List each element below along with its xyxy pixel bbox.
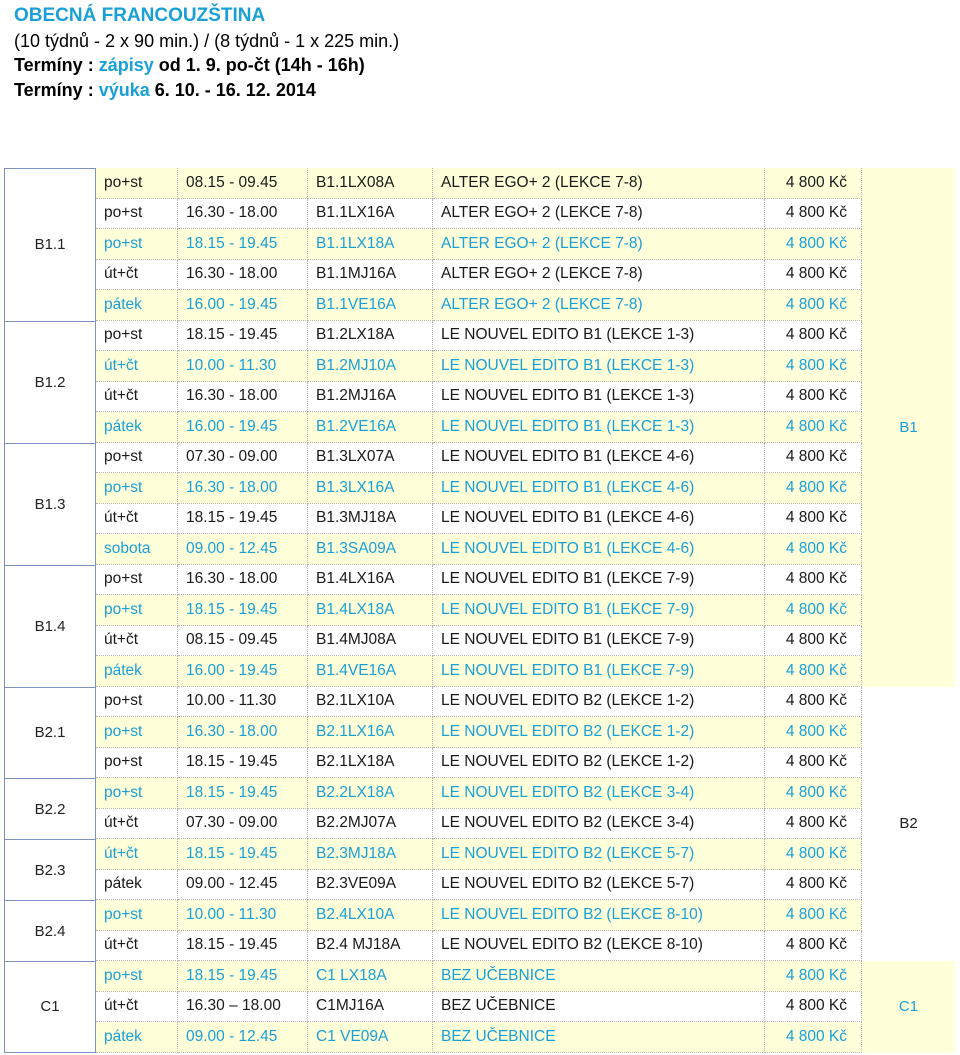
course-code-cell: B1.4VE16A <box>308 656 433 687</box>
enrollment-terms-dates: od 1. 9. po-čt (14h - 16h) <box>153 55 365 75</box>
course-name-cell: LE NOUVEL EDITO B1 (LEKCE 7-9) <box>433 656 765 687</box>
course-code-cell: B2.1LX18A <box>308 748 433 779</box>
course-name-cell: ALTER EGO+ 2 (LEKCE 7-8) <box>433 199 765 230</box>
table-row <box>96 321 862 352</box>
course-name-cell: LE NOUVEL EDITO B2 (LEKCE 8-10) <box>433 900 765 931</box>
price-cell: 4 800 Kč <box>765 900 862 931</box>
teaching-terms <box>14 78 399 103</box>
course-name-cell: LE NOUVEL EDITO B2 (LEKCE 8-10) <box>433 931 765 962</box>
course-code-cell: B1.2MJ10A <box>308 351 433 382</box>
course-name-cell: LE NOUVEL EDITO B1 (LEKCE 1-3) <box>433 382 765 413</box>
day-cell: po+st <box>96 687 178 718</box>
group-cell <box>862 961 955 1053</box>
course-code-cell: B1.3MJ18A <box>308 504 433 535</box>
enrollment-keyword: zápisy <box>98 55 154 75</box>
course-name-cell: LE NOUVEL EDITO B2 (LEKCE 1-2) <box>433 687 765 718</box>
table-row <box>96 748 862 779</box>
table-row <box>96 961 862 992</box>
course-code-cell: B1.3LX16A <box>308 473 433 504</box>
level-cell: B2.1 <box>4 687 96 779</box>
time-cell: 09.00 - 12.45 <box>178 1022 308 1053</box>
course-name-cell: LE NOUVEL EDITO B2 (LEKCE 3-4) <box>433 809 765 840</box>
day-cell: út+čt <box>96 351 178 382</box>
table-row <box>96 931 862 962</box>
course-name-cell: LE NOUVEL EDITO B1 (LEKCE 4-6) <box>433 443 765 474</box>
course-code-cell: B1.1VE16A <box>308 290 433 321</box>
price-cell: 4 800 Kč <box>765 260 862 291</box>
table-row <box>96 260 862 291</box>
time-cell: 16.30 – 18.00 <box>178 992 308 1023</box>
time-cell: 18.15 - 19.45 <box>178 229 308 260</box>
group-cell <box>862 168 955 687</box>
table-row <box>96 168 862 199</box>
price-cell: 4 800 Kč <box>765 595 862 626</box>
day-cell: út+čt <box>96 382 178 413</box>
day-cell: po+st <box>96 778 178 809</box>
price-cell: 4 800 Kč <box>765 870 862 901</box>
price-cell: 4 800 Kč <box>765 473 862 504</box>
time-cell: 18.15 - 19.45 <box>178 748 308 779</box>
course-name-cell: LE NOUVEL EDITO B2 (LEKCE 3-4) <box>433 778 765 809</box>
course-name-cell: ALTER EGO+ 2 (LEKCE 7-8) <box>433 290 765 321</box>
price-cell: 4 800 Kč <box>765 717 862 748</box>
table-row <box>96 534 862 565</box>
time-cell: 08.15 - 09.45 <box>178 168 308 199</box>
day-cell: po+st <box>96 595 178 626</box>
course-name-cell: ALTER EGO+ 2 (LEKCE 7-8) <box>433 260 765 291</box>
price-cell: 4 800 Kč <box>765 1022 862 1053</box>
price-cell: 4 800 Kč <box>765 839 862 870</box>
table-row <box>96 504 862 535</box>
time-cell: 16.30 - 18.00 <box>178 199 308 230</box>
enrollment-terms-label: Termíny : <box>14 55 99 75</box>
price-cell: 4 800 Kč <box>765 229 862 260</box>
table-row <box>96 778 862 809</box>
time-cell: 16.30 - 18.00 <box>178 565 308 596</box>
course-name-cell: LE NOUVEL EDITO B1 (LEKCE 4-6) <box>433 473 765 504</box>
day-cell: pátek <box>96 656 178 687</box>
table-row <box>96 1022 862 1053</box>
price-cell: 4 800 Kč <box>765 931 862 962</box>
level-cell: B2.2 <box>4 778 96 839</box>
table-row <box>96 992 862 1023</box>
table-row <box>96 290 862 321</box>
price-cell: 4 800 Kč <box>765 351 862 382</box>
enrollment-terms <box>14 53 399 78</box>
time-cell: 10.00 - 11.30 <box>178 687 308 718</box>
price-cell: 4 800 Kč <box>765 565 862 596</box>
price-cell: 4 800 Kč <box>765 504 862 535</box>
table-row <box>96 839 862 870</box>
table-row <box>96 473 862 504</box>
table-row <box>96 351 862 382</box>
time-cell: 18.15 - 19.45 <box>178 931 308 962</box>
course-name-cell: LE NOUVEL EDITO B1 (LEKCE 4-6) <box>433 504 765 535</box>
day-cell: po+st <box>96 565 178 596</box>
time-cell: 16.00 - 19.45 <box>178 656 308 687</box>
course-code-cell: B2.1LX10A <box>308 687 433 718</box>
course-name-cell: LE NOUVEL EDITO B1 (LEKCE 1-3) <box>433 321 765 352</box>
level-cell: C1 <box>4 961 96 1053</box>
day-cell: po+st <box>96 168 178 199</box>
time-cell: 16.30 - 18.00 <box>178 260 308 291</box>
time-cell: 07.30 - 09.00 <box>178 809 308 840</box>
course-code-cell: B1.4MJ08A <box>308 626 433 657</box>
price-cell: 4 800 Kč <box>765 626 862 657</box>
level-cell: B1.1 <box>4 168 96 321</box>
price-cell: 4 800 Kč <box>765 534 862 565</box>
table-row <box>96 870 862 901</box>
teaching-terms-dates: 6. 10. - 16. 12. 2014 <box>149 79 316 100</box>
level-cell: B2.3 <box>4 839 96 900</box>
course-name-cell: ALTER EGO+ 2 (LEKCE 7-8) <box>433 229 765 260</box>
time-cell: 18.15 - 19.45 <box>178 778 308 809</box>
time-cell: 16.30 - 18.00 <box>178 717 308 748</box>
level-cell: B2.4 <box>4 900 96 961</box>
time-cell: 18.15 - 19.45 <box>178 321 308 352</box>
time-cell: 07.30 - 09.00 <box>178 443 308 474</box>
course-name-cell: ALTER EGO+ 2 (LEKCE 7-8) <box>433 168 765 199</box>
course-code-cell: C1 VE09A <box>308 1022 433 1053</box>
day-cell: po+st <box>96 717 178 748</box>
time-cell: 10.00 - 11.30 <box>178 900 308 931</box>
course-name-cell: BEZ UČEBNICE <box>433 961 765 992</box>
page-header <box>14 4 399 102</box>
time-cell: 09.00 - 12.45 <box>178 870 308 901</box>
course-code-cell: C1MJ16A <box>308 992 433 1023</box>
course-name-cell: LE NOUVEL EDITO B1 (LEKCE 7-9) <box>433 565 765 596</box>
course-code-cell: B2.4LX10A <box>308 900 433 931</box>
table-row <box>96 565 862 596</box>
time-cell: 10.00 - 11.30 <box>178 351 308 382</box>
table-row <box>96 900 862 931</box>
price-cell: 4 800 Kč <box>765 992 862 1023</box>
course-code-cell: B1.4LX16A <box>308 565 433 596</box>
level-cell: B1.2 <box>4 321 96 443</box>
table-row <box>96 809 862 840</box>
time-cell: 18.15 - 19.45 <box>178 595 308 626</box>
day-cell: sobota <box>96 534 178 565</box>
table-row <box>96 199 862 230</box>
course-code-cell: C1 LX18A <box>308 961 433 992</box>
price-cell: 4 800 Kč <box>765 748 862 779</box>
table-row <box>96 382 862 413</box>
day-cell: út+čt <box>96 992 178 1023</box>
day-cell: po+st <box>96 229 178 260</box>
time-cell: 09.00 - 12.45 <box>178 534 308 565</box>
day-cell: pátek <box>96 870 178 901</box>
course-code-cell: B2.3VE09A <box>308 870 433 901</box>
course-code-cell: B1.1LX18A <box>308 229 433 260</box>
price-cell: 4 800 Kč <box>765 778 862 809</box>
time-cell: 18.15 - 19.45 <box>178 961 308 992</box>
course-duration: (10 týdnů - 2 x 90 min.) / (8 týdnů - 1 x 225 min.) <box>14 30 400 51</box>
time-cell: 16.00 - 19.45 <box>178 290 308 321</box>
table-row <box>96 687 862 718</box>
price-cell: 4 800 Kč <box>765 687 862 718</box>
course-name-cell: LE NOUVEL EDITO B2 (LEKCE 1-2) <box>433 717 765 748</box>
teaching-terms-label: Termíny : <box>14 79 99 100</box>
day-cell: út+čt <box>96 260 178 291</box>
price-cell: 4 800 Kč <box>765 290 862 321</box>
day-cell: po+st <box>96 900 178 931</box>
day-cell: po+st <box>96 961 178 992</box>
table-row <box>96 656 862 687</box>
time-cell: 18.15 - 19.45 <box>178 839 308 870</box>
course-code-cell: B1.2LX18A <box>308 321 433 352</box>
course-name-cell: BEZ UČEBNICE <box>433 992 765 1023</box>
table-row <box>96 229 862 260</box>
table-row <box>96 412 862 443</box>
schedule-table <box>4 168 955 1054</box>
price-cell: 4 800 Kč <box>765 321 862 352</box>
course-name-cell: BEZ UČEBNICE <box>433 1022 765 1053</box>
course-code-cell: B2.2MJ07A <box>308 809 433 840</box>
price-cell: 4 800 Kč <box>765 656 862 687</box>
day-cell: pátek <box>96 290 178 321</box>
day-cell: po+st <box>96 748 178 779</box>
table-row <box>96 717 862 748</box>
course-code-cell: B1.3LX07A <box>308 443 433 474</box>
time-cell: 16.00 - 19.45 <box>178 412 308 443</box>
day-cell: po+st <box>96 473 178 504</box>
day-cell: pátek <box>96 412 178 443</box>
group-label: B2 <box>899 815 918 833</box>
course-name-cell: LE NOUVEL EDITO B1 (LEKCE 4-6) <box>433 534 765 565</box>
time-cell: 16.30 - 18.00 <box>178 473 308 504</box>
group-cell <box>862 687 955 962</box>
time-cell: 16.30 - 18.00 <box>178 382 308 413</box>
day-cell: út+čt <box>96 839 178 870</box>
teaching-keyword: výuka <box>98 79 150 100</box>
table-row <box>96 626 862 657</box>
course-name-cell: LE NOUVEL EDITO B2 (LEKCE 5-7) <box>433 870 765 901</box>
day-cell: út+čt <box>96 809 178 840</box>
course-code-cell: B1.3SA09A <box>308 534 433 565</box>
course-code-cell: B1.1LX08A <box>308 168 433 199</box>
group-label: C1 <box>898 998 919 1016</box>
level-cell: B1.4 <box>4 565 96 687</box>
course-code-cell: B2.1LX16A <box>308 717 433 748</box>
day-cell: po+st <box>96 321 178 352</box>
price-cell: 4 800 Kč <box>765 443 862 474</box>
course-code-cell: B1.2VE16A <box>308 412 433 443</box>
day-cell: út+čt <box>96 931 178 962</box>
day-cell: pátek <box>96 1022 178 1053</box>
time-cell: 18.15 - 19.45 <box>178 504 308 535</box>
course-code-cell: B1.1MJ16A <box>308 260 433 291</box>
course-code-cell: B1.2MJ16A <box>308 382 433 413</box>
table-row <box>96 443 862 474</box>
course-name-cell: LE NOUVEL EDITO B1 (LEKCE 1-3) <box>433 412 765 443</box>
day-cell: út+čt <box>96 504 178 535</box>
time-cell: 08.15 - 09.45 <box>178 626 308 657</box>
course-code-cell: B1.1LX16A <box>308 199 433 230</box>
level-cell: B1.3 <box>4 443 96 565</box>
course-name-cell: LE NOUVEL EDITO B1 (LEKCE 7-9) <box>433 595 765 626</box>
table-row <box>96 595 862 626</box>
day-cell: út+čt <box>96 626 178 657</box>
page-title: OBECNÁ FRANCOUZŠTINA <box>14 5 266 26</box>
day-cell: po+st <box>96 199 178 230</box>
course-name-cell: LE NOUVEL EDITO B1 (LEKCE 7-9) <box>433 626 765 657</box>
course-code-cell: B2.4 MJ18A <box>308 931 433 962</box>
course-code-cell: B1.4LX18A <box>308 595 433 626</box>
price-cell: 4 800 Kč <box>765 199 862 230</box>
price-cell: 4 800 Kč <box>765 382 862 413</box>
price-cell: 4 800 Kč <box>765 961 862 992</box>
price-cell: 4 800 Kč <box>765 412 862 443</box>
day-cell: po+st <box>96 443 178 474</box>
group-label: B1 <box>899 418 918 436</box>
course-name-cell: LE NOUVEL EDITO B2 (LEKCE 1-2) <box>433 748 765 779</box>
price-cell: 4 800 Kč <box>765 168 862 199</box>
course-name-cell: LE NOUVEL EDITO B1 (LEKCE 1-3) <box>433 351 765 382</box>
course-code-cell: B2.2LX18A <box>308 778 433 809</box>
price-cell: 4 800 Kč <box>765 809 862 840</box>
course-code-cell: B2.3MJ18A <box>308 839 433 870</box>
course-name-cell: LE NOUVEL EDITO B2 (LEKCE 5-7) <box>433 839 765 870</box>
